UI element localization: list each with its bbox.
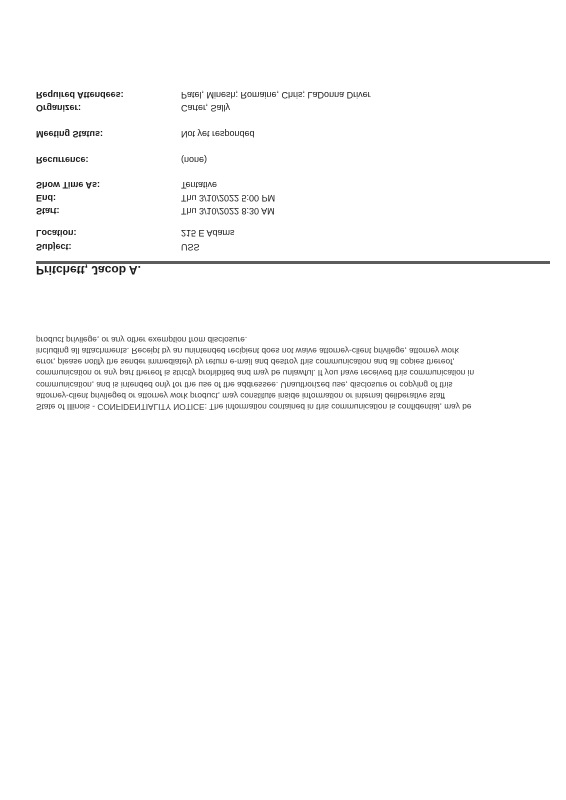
field-label: Subject: (36, 242, 72, 252)
notice-line: communication or any part thereof is strictly prohibited and may be unlawful. If you have received this communication in (36, 368, 475, 379)
confidentiality-notice (36, 334, 550, 412)
notice-line: error, please notify the sender immediately by return e-mail and destroy this communication and all copies thereof, (36, 357, 455, 368)
field-value: Carter, Sally (181, 103, 231, 113)
field-value: Not yet responded (181, 129, 255, 139)
notice-line: communication, and is intended only for the use of the addressee. Unauthorized use, disclosure or copying of this (36, 379, 453, 390)
field-label: Show Time As: (36, 180, 101, 190)
field-value: (none) (181, 155, 208, 165)
notice-line: attorney-client privileged or attorney work product, may constitute inside information or internal deliberative staff (36, 390, 445, 401)
notice-line: product privilege, or any other exemption from disclosure. (36, 334, 248, 345)
field-label: Required Attendees: (36, 90, 124, 100)
notice-line: State of Illinois - CONFIDENTIALITY NOTICE: The information contained in this communication is confidential, may be (36, 402, 472, 412)
mailbox-owner-name: Pritchett, Jacob A. (36, 263, 141, 277)
field-value: Thu 3/10/2022 8:30 AM (181, 206, 275, 216)
field-label: Location: (36, 228, 77, 238)
field-value: Thu 3/10/2022 5:00 PM (181, 193, 276, 203)
field-label: Recurrence: (36, 155, 89, 165)
field-value: Tentative (181, 180, 218, 190)
field-label: End: (36, 193, 56, 203)
field-label: Organizer: (36, 103, 82, 113)
notice-line: including all attachments. Receipt by an unintended recipient does not waive attorney-client privilege, attorney work (36, 345, 459, 356)
field-value: Patel, Minesh; Romaine, Chris; LaDonna Driver (181, 90, 371, 100)
field-label: Start: (36, 206, 60, 216)
field-value: USS (181, 242, 200, 252)
field-label: Meeting Status: (36, 129, 104, 139)
field-value: 215 E Adams (181, 228, 235, 238)
